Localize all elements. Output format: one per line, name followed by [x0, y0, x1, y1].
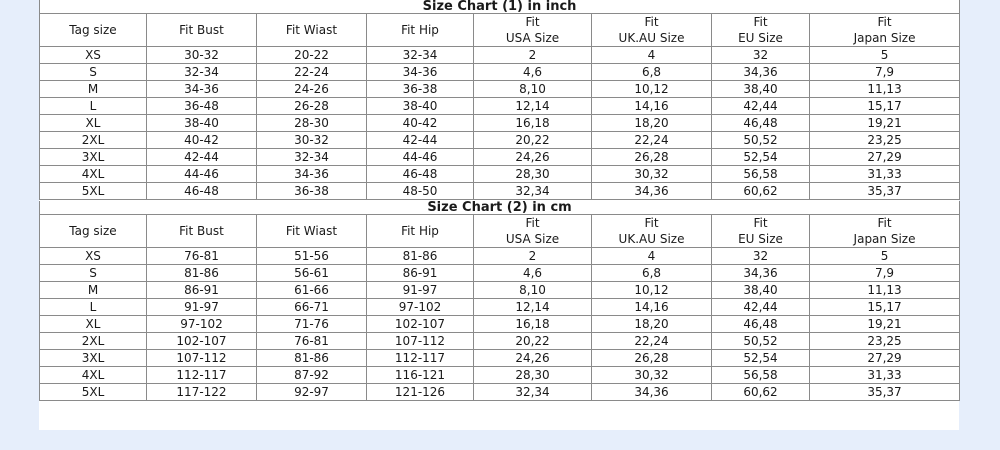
column-header-line1: Fit	[753, 216, 768, 230]
table-cell: 4	[592, 248, 712, 265]
table-cell: 81-86	[257, 350, 367, 367]
column-header-line1: Fit Bust	[179, 22, 224, 37]
column-header-line2: UK.AU Size	[618, 31, 685, 45]
chart-title: Size Chart (1) in inch	[40, 0, 960, 14]
table-row	[40, 384, 960, 401]
tag-size-cell: 5XL	[40, 183, 147, 200]
size-chart-cm	[39, 201, 960, 401]
table-cell: 50,52	[712, 132, 810, 149]
column-header	[712, 215, 810, 248]
table-cell: 30,32	[592, 367, 712, 384]
column-header	[712, 14, 810, 47]
table-cell: 4	[592, 47, 712, 64]
tag-size-cell: M	[40, 81, 147, 98]
table-cell: 112-117	[147, 367, 257, 384]
table-row	[40, 81, 960, 98]
table-cell: 42-44	[147, 149, 257, 166]
table-row	[40, 282, 960, 299]
table-cell: 32	[712, 47, 810, 64]
table-cell: 16,18	[474, 316, 592, 333]
table-cell: 102-107	[147, 333, 257, 350]
table-cell: 66-71	[257, 299, 367, 316]
table-cell: 44-46	[367, 149, 474, 166]
tag-size-cell: 2XL	[40, 132, 147, 149]
table-cell: 56,58	[712, 166, 810, 183]
table-cell: 56-61	[257, 265, 367, 282]
table-cell: 22,24	[592, 333, 712, 350]
column-header	[592, 215, 712, 248]
chart-title-row	[40, 201, 960, 215]
column-header-line1: Fit Bust	[179, 223, 224, 238]
table-cell: 18,20	[592, 115, 712, 132]
table-cell: 92-97	[257, 384, 367, 401]
table-cell: 86-91	[367, 265, 474, 282]
table-row	[40, 149, 960, 166]
table-cell: 48-50	[367, 183, 474, 200]
tag-size-cell: L	[40, 299, 147, 316]
table-cell: 2	[474, 47, 592, 64]
table-cell: 91-97	[147, 299, 257, 316]
column-header-line2: EU Size	[738, 232, 783, 246]
table-cell: 19,21	[810, 316, 960, 333]
column-header-line2: USA Size	[505, 31, 560, 45]
table-cell: 40-42	[147, 132, 257, 149]
table-cell: 81-86	[367, 248, 474, 265]
column-header	[367, 215, 474, 248]
column-header-line1: Fit	[877, 15, 892, 29]
table-cell: 8,10	[474, 81, 592, 98]
table-cell: 16,18	[474, 115, 592, 132]
table-cell: 18,20	[592, 316, 712, 333]
table-cell: 34-36	[367, 64, 474, 81]
header-row	[40, 14, 960, 47]
table-cell: 7,9	[810, 64, 960, 81]
table-cell: 5	[810, 248, 960, 265]
table-cell: 71-76	[257, 316, 367, 333]
table-cell: 76-81	[147, 248, 257, 265]
table-cell: 22-24	[257, 64, 367, 81]
table-cell: 97-102	[147, 316, 257, 333]
table-cell: 7,9	[810, 265, 960, 282]
table-cell: 34-36	[257, 166, 367, 183]
table-cell: 30-32	[147, 47, 257, 64]
table-cell: 26,28	[592, 350, 712, 367]
table-cell: 35,37	[810, 384, 960, 401]
table-cell: 4,6	[474, 64, 592, 81]
table-cell: 15,17	[810, 98, 960, 115]
table-cell: 86-91	[147, 282, 257, 299]
table-cell: 23,25	[810, 132, 960, 149]
table-cell: 56,58	[712, 367, 810, 384]
column-header-line2: USA Size	[505, 232, 560, 246]
column-header-line1: Fit Hip	[401, 22, 439, 37]
table-cell: 107-112	[147, 350, 257, 367]
table-cell: 38,40	[712, 282, 810, 299]
table-cell: 51-56	[257, 248, 367, 265]
table-row	[40, 367, 960, 384]
column-header-line2: Japan Size	[853, 31, 916, 45]
table-cell: 46,48	[712, 316, 810, 333]
tag-size-cell: S	[40, 265, 147, 282]
column-header	[592, 14, 712, 47]
table-row	[40, 115, 960, 132]
table-row	[40, 132, 960, 149]
table-cell: 27,29	[810, 350, 960, 367]
table-cell: 24,26	[474, 149, 592, 166]
table-cell: 2	[474, 248, 592, 265]
table-cell: 11,13	[810, 81, 960, 98]
size-chart-inch	[39, 0, 960, 200]
table-cell: 46,48	[712, 115, 810, 132]
table-cell: 26,28	[592, 149, 712, 166]
table-cell: 40-42	[367, 115, 474, 132]
table-cell: 30-32	[257, 132, 367, 149]
column-header-line2: EU Size	[738, 31, 783, 45]
column-header-line2: UK.AU Size	[618, 232, 685, 246]
tag-size-cell: XS	[40, 248, 147, 265]
table-cell: 14,16	[592, 299, 712, 316]
table-cell: 81-86	[147, 265, 257, 282]
table-cell: 28,30	[474, 367, 592, 384]
tag-size-cell: 3XL	[40, 350, 147, 367]
table-cell: 32,34	[474, 384, 592, 401]
table-cell: 38-40	[367, 98, 474, 115]
column-header-line1: Fit Wiast	[285, 22, 338, 37]
table-cell: 22,24	[592, 132, 712, 149]
table-cell: 117-122	[147, 384, 257, 401]
table-cell: 8,10	[474, 282, 592, 299]
table-cell: 32,34	[474, 183, 592, 200]
column-header	[40, 14, 147, 47]
table-cell: 31,33	[810, 166, 960, 183]
column-header-line1: Fit	[644, 216, 659, 230]
tag-size-cell: XL	[40, 316, 147, 333]
table-cell: 60,62	[712, 183, 810, 200]
table-cell: 31,33	[810, 367, 960, 384]
table-cell: 42,44	[712, 98, 810, 115]
table-cell: 102-107	[367, 316, 474, 333]
tag-size-cell: S	[40, 64, 147, 81]
table-cell: 121-126	[367, 384, 474, 401]
table-cell: 38,40	[712, 81, 810, 98]
table-cell: 35,37	[810, 183, 960, 200]
table-cell: 20-22	[257, 47, 367, 64]
table-cell: 32-34	[257, 149, 367, 166]
table-row	[40, 183, 960, 200]
column-header	[40, 215, 147, 248]
column-header-line1: Fit	[877, 216, 892, 230]
table-cell: 116-121	[367, 367, 474, 384]
table-row	[40, 166, 960, 183]
table-cell: 34,36	[592, 384, 712, 401]
table-row	[40, 47, 960, 64]
table-cell: 15,17	[810, 299, 960, 316]
chart-title-row	[40, 0, 960, 14]
column-header-line1: Fit Wiast	[285, 223, 338, 238]
tag-size-cell: 2XL	[40, 333, 147, 350]
table-cell: 27,29	[810, 149, 960, 166]
column-header-line1: Tag size	[69, 22, 117, 37]
table-cell: 36-38	[367, 81, 474, 98]
table-cell: 19,21	[810, 115, 960, 132]
table-cell: 32	[712, 248, 810, 265]
table-cell: 61-66	[257, 282, 367, 299]
table-cell: 38-40	[147, 115, 257, 132]
table-cell: 36-48	[147, 98, 257, 115]
header-row	[40, 215, 960, 248]
table-cell: 10,12	[592, 282, 712, 299]
table-row	[40, 98, 960, 115]
table-cell: 28,30	[474, 166, 592, 183]
table-cell: 42,44	[712, 299, 810, 316]
table-cell: 97-102	[367, 299, 474, 316]
table-cell: 112-117	[367, 350, 474, 367]
table-cell: 34,36	[712, 64, 810, 81]
column-header-line1: Fit Hip	[401, 223, 439, 238]
column-header	[257, 215, 367, 248]
column-header-line1: Fit	[525, 15, 540, 29]
tag-size-cell: L	[40, 98, 147, 115]
table-cell: 6,8	[592, 265, 712, 282]
table-cell: 32-34	[367, 47, 474, 64]
table-cell: 34,36	[712, 265, 810, 282]
table-cell: 10,12	[592, 81, 712, 98]
column-header	[474, 215, 592, 248]
table-cell: 50,52	[712, 333, 810, 350]
table-row	[40, 350, 960, 367]
table-cell: 20,22	[474, 132, 592, 149]
table-cell: 12,14	[474, 299, 592, 316]
table-cell: 46-48	[367, 166, 474, 183]
column-header	[810, 215, 960, 248]
column-header	[367, 14, 474, 47]
tag-size-cell: M	[40, 282, 147, 299]
column-header-line2: Japan Size	[853, 232, 916, 246]
table-cell: 91-97	[367, 282, 474, 299]
tag-size-cell: 3XL	[40, 149, 147, 166]
table-cell: 52,54	[712, 149, 810, 166]
tag-size-cell: 5XL	[40, 384, 147, 401]
table-cell: 14,16	[592, 98, 712, 115]
table-row	[40, 248, 960, 265]
column-header-line1: Tag size	[69, 223, 117, 238]
table-cell: 30,32	[592, 166, 712, 183]
column-header	[257, 14, 367, 47]
table-cell: 46-48	[147, 183, 257, 200]
table-cell: 28-30	[257, 115, 367, 132]
column-header	[147, 215, 257, 248]
tag-size-cell: XL	[40, 115, 147, 132]
tag-size-cell: 4XL	[40, 367, 147, 384]
size-chart-panel	[39, 0, 959, 430]
table-cell: 11,13	[810, 282, 960, 299]
table-cell: 76-81	[257, 333, 367, 350]
table-cell: 26-28	[257, 98, 367, 115]
table-cell: 60,62	[712, 384, 810, 401]
table-cell: 42-44	[367, 132, 474, 149]
table-row	[40, 333, 960, 350]
tag-size-cell: 4XL	[40, 166, 147, 183]
tag-size-cell: XS	[40, 47, 147, 64]
column-header-line1: Fit	[525, 216, 540, 230]
table-cell: 4,6	[474, 265, 592, 282]
table-cell: 32-34	[147, 64, 257, 81]
table-cell: 52,54	[712, 350, 810, 367]
column-header	[810, 14, 960, 47]
table-cell: 20,22	[474, 333, 592, 350]
table-cell: 6,8	[592, 64, 712, 81]
table-cell: 107-112	[367, 333, 474, 350]
table-cell: 5	[810, 47, 960, 64]
table-row	[40, 299, 960, 316]
table-cell: 23,25	[810, 333, 960, 350]
table-row	[40, 64, 960, 81]
column-header-line1: Fit	[644, 15, 659, 29]
chart-title: Size Chart (2) in cm	[40, 201, 960, 215]
table-cell: 34,36	[592, 183, 712, 200]
table-row	[40, 316, 960, 333]
column-header-line1: Fit	[753, 15, 768, 29]
table-cell: 24,26	[474, 350, 592, 367]
column-header	[474, 14, 592, 47]
table-cell: 12,14	[474, 98, 592, 115]
table-cell: 24-26	[257, 81, 367, 98]
table-row	[40, 265, 960, 282]
table-cell: 36-38	[257, 183, 367, 200]
table-cell: 87-92	[257, 367, 367, 384]
column-header	[147, 14, 257, 47]
table-cell: 44-46	[147, 166, 257, 183]
table-cell: 34-36	[147, 81, 257, 98]
